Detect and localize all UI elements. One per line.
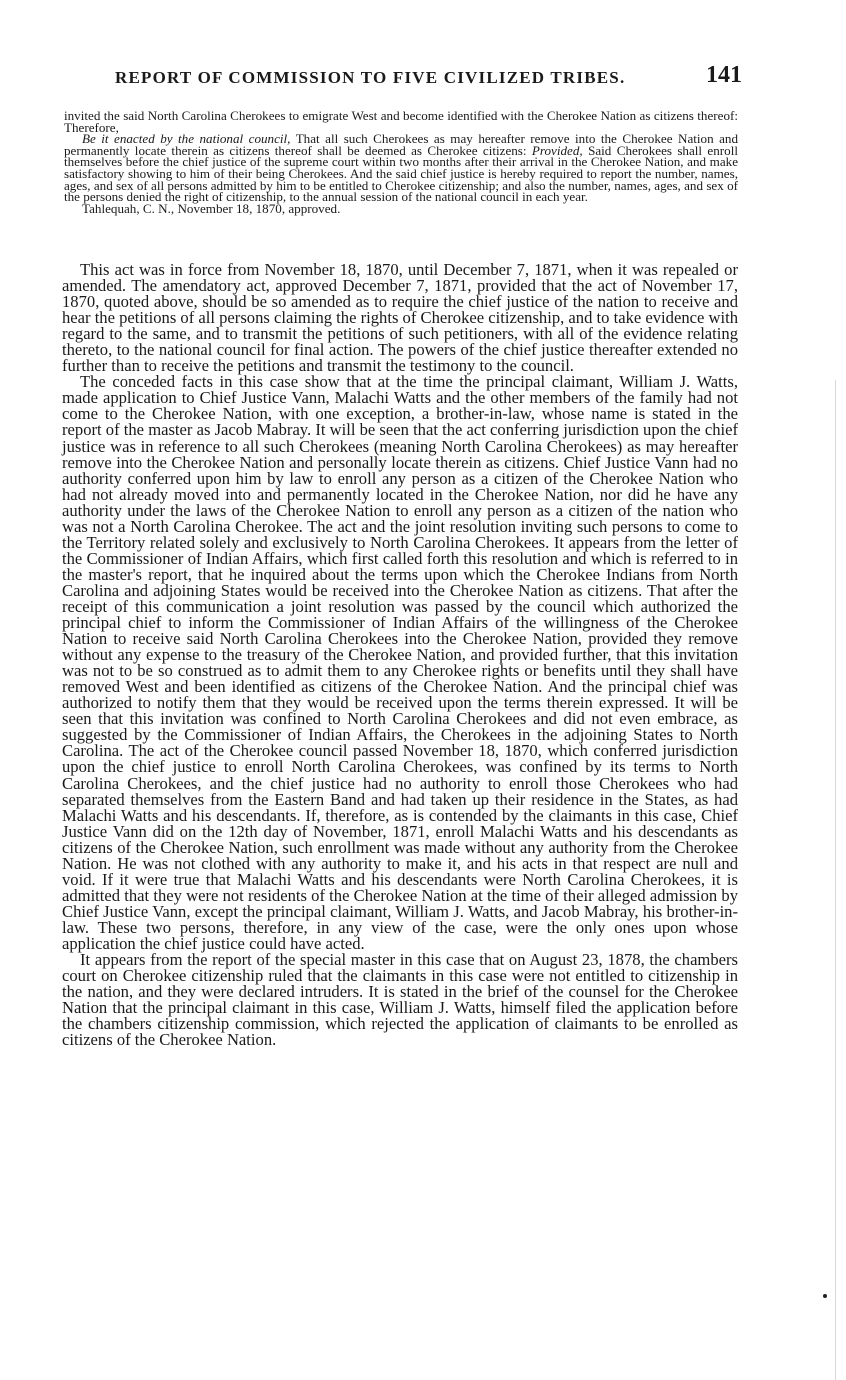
enacting-text-a: That all such Cherokees as may hereafter remove into the Cherokee Nation and permanently locate therein as citizens thereof shall be deemed as Cherokee citizens: bbox=[64, 131, 738, 158]
running-header bbox=[60, 62, 750, 92]
approval-line: Tahlequah, C. N., November 18, 1870, approved. bbox=[82, 200, 341, 216]
body-paragraph: This act was in force from November 18, 1870, until December 7, 1871, when it was repealed or amended. The amendatory act, approved December 7, 1871, provided that the act of November 17, 1870, quoted above, should be so amended as to require the chief justice of the nation to receive and hear the petitions of all persons claiming the rights of Cherokee citizenship, and to take evidence with regard to the same, and to transmit the petitions of such petitioners, with all of the evidence relating thereto, to the national council for final action. The powers of the chief justice thereafter extended no further than to receive the petitions and transmit the testimony to the council. bbox=[62, 260, 738, 376]
body-paragraph: The conceded facts in this case show that at the time the principal claimant, William J. Watts, made application to Chief Justice Vann, Malachi Watts and the other members of the family had not come to the Cherokee Nation, with one exception, a brother-in-law, whose name is stated in the report of the master as Jacob Mabray. It will be seen that the act conferring jurisdiction upon the chief justice was in reference to all such Cherokees (meaning North Carolina Cherokees) as may hereafter remove into the Cherokee Nation and personally locate therein as citizens. Chief Justice Vann had no authority conferred upon him by law to enroll any person as a citizen of the Cherokee Nation who had not already moved into and permanently located in the Cherokee Nation, nor did he have any authority under the laws of the Cherokee Nation to enroll any person as a citizen of the nation who was not a North Carolina Cherokee. The act and the joint resolution inviting such persons to come to the Territory related solely and exclusively to North Carolina Cherokees. It appears from the letter of the Commissioner of Indian Affairs, which first called forth this resolution and which is referred to in the master's report, that he inquired about the terms upon which the Cherokee Indians from North Carolina and adjoining States would be received into the Cherokee Nation as citizens. That after the receipt of this communication a joint resolution was passed by the council which authorized the principal chief to inform the Commissioner of Indian Affairs of the willingness of the Cherokee Nation to receive said North Carolina Cherokees into the Cherokee Nation, provided they remove without any expense to the treasury of the Cherokee Nation, and provided further, that this invitation was not to be so construed as to admit them to any Cherokee rights or benefits until they shall have removed West and been identified as citizens of the Cherokee Nation. And the principal chief was authorized to notify them that they would be received upon the terms therein expressed. It will be seen that this invitation was confined to North Carolina Cherokees and did not even embrace, as suggested by the Commissioner of Indian Affairs, the Cherokees in the adjoining States to North Carolina. The act of the Cherokee council passed November 18, 1870, which conferred jurisdiction upon the chief justice to enroll North Carolina Cherokees, was confined by its terms to North Carolina Cherokees, and the chief justice had no authority to enroll those Cherokees who had separated themselves from the Eastern Band and had taken up their residence in the States, as had Malachi Watts and his descendants. If, therefore, as is contended by the claimants in this case, Chief Justice Vann did on the 12th day of November, 1871, enroll Malachi Watts and his descendants as citizens of the Cherokee Nation, such enrollment was made without any authority from the Cherokee Nation. He was not clothed with any authority to make it, and his acts in that respect are null and void. If it were true that Malachi Watts and his descendants were North Carolina Cherokees, it is admitted that they were not residents of the Cherokee Nation at the time of their alleged admission by Chief Justice Vann, except the principal claimant, William J. Watts, and Jacob Mabray, his brother-in-law. These two persons, therefore, in any view of the case, were the only ones upon whose application the chief justice could have acted. bbox=[62, 372, 738, 953]
ink-dot bbox=[823, 1294, 827, 1298]
enacting-text-b: Said Cherokees shall enroll themselves before the chief justice of the supreme court within two months after their arrival in the Cherokee Nation, and make satisfactory showing to him of their being Cherokees. And the said chief justice is hereby required to report the number, names, ages, and sex of all persons admitted by him to be entitled to Cherokee citizenship; and also the number, names, ages, and sex of the persons denied the right of citizenship, to the annual session of the national council in each year. bbox=[64, 142, 738, 205]
page-number: 141 bbox=[706, 62, 742, 88]
enacting-italic: Be it enacted by the national council, bbox=[82, 131, 291, 147]
quoted-act-line: invited the said North Carolina Cherokees to emigrate West and become identified with the Cherokee Nation as citizens thereof: Therefore, bbox=[64, 108, 738, 135]
body-paragraph: It appears from the report of the special master in this case that on August 23, 1878, the chambers court on Cherokee citizenship ruled that the claimants in this case were not entitled to citizenship in the nation, and they were declared intruders. It is stated in the brief of the counsel for the Cherokee Nation that the principal claimant in this case, William J. Watts, himself filed the application before the chambers citizenship commission, which rejected the application of claimants to be enrolled as citizens of the Cherokee Nation. bbox=[62, 950, 738, 1050]
running-title: REPORT OF COMMISSION TO FIVE CIVILIZED TRIBES. bbox=[115, 68, 626, 87]
quoted-act-block bbox=[64, 110, 738, 214]
enacting-clause bbox=[64, 133, 738, 203]
provided-italic: Provided, bbox=[531, 142, 583, 158]
scan-edge-line bbox=[835, 380, 836, 1380]
body-text bbox=[62, 262, 738, 1048]
